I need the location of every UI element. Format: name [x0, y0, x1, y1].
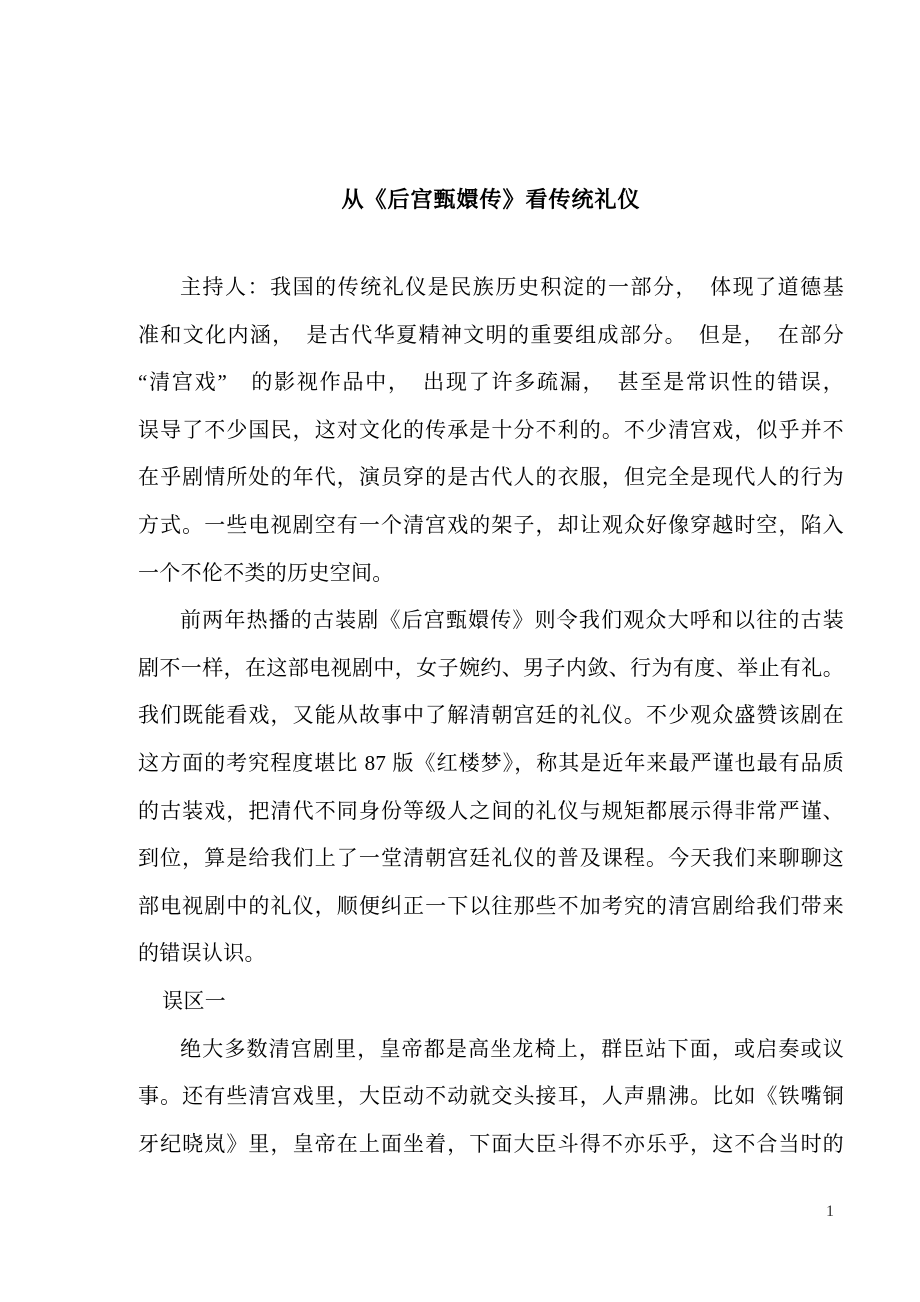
page-number: 1 [826, 1203, 834, 1220]
text-line: 到位，算是给我们上了一堂清朝宫廷礼仪的普及课程。今天我们来聊聊这 [138, 846, 844, 871]
text-line: 前两年热播的古装剧《后宫甄嬛传》则令我们观众大呼和以往的古装 [180, 608, 844, 633]
text-line: 一个不伦不类的历史空间。 [138, 560, 394, 585]
text-line: 准和文化内涵， 是古代华夏精神文明的重要组成部分。 但是， 在部分 [138, 322, 844, 347]
document-title: 从《后宫甄嬛传》看传统礼仪 [341, 187, 641, 212]
text-line: 在乎剧情所处的年代，演员穿的是古代人的衣服，但完全是现代人的行为 [138, 465, 844, 490]
text-line: 的错误认识。 [138, 941, 266, 966]
text-line: 这方面的考究程度堪比 87 版《红楼梦》，称其是近年来最严谨也最有品质 [138, 750, 844, 775]
text-line: 方式。一些电视剧空有一个清宫戏的架子，却让观众好像穿越时空，陷入 [138, 512, 844, 537]
text-line: 事。还有些清宫戏里，大臣动不动就交头接耳，人声鼎沸。比如《铁嘴铜 [138, 1084, 844, 1109]
text-line: 主持人：我国的传统礼仪是民族历史积淀的一部分， 体现了道德基 [180, 275, 844, 299]
section-heading: 误区一 [162, 988, 227, 1013]
text-line: 部电视剧中的礼仪，顺便纠正一下以往那些不加考究的清宫剧给我们带来 [138, 893, 844, 918]
text-line: 剧不一样，在这部电视剧中，女子婉约、男子内敛、行为有度、举止有礼。 [138, 655, 844, 680]
text-line: 我们既能看戏，又能从故事中了解清朝宫廷的礼仪。不少观众盛赞该剧在 [138, 703, 844, 728]
text-line: 误导了不少国民，这对文化的传承是十分不利的。不少清宫戏，似乎并不 [138, 417, 844, 442]
text-line: 牙纪晓岚》里，皇帝在上面坐着，下面大臣斗得不亦乐乎，这不合当时的 [138, 1131, 844, 1156]
text-line: 绝大多数清宫剧里，皇帝都是高坐龙椅上，群臣站下面，或启奏或议 [180, 1036, 844, 1061]
text-line: “清宫戏” 的影视作品中， 出现了许多疏漏， 甚至是常识性的错误， [138, 370, 844, 395]
document-body [138, 264, 844, 1168]
text-line: 的古装戏，把清代不同身份等级人之间的礼仪与规矩都展示得非常严谨、 [138, 798, 844, 823]
